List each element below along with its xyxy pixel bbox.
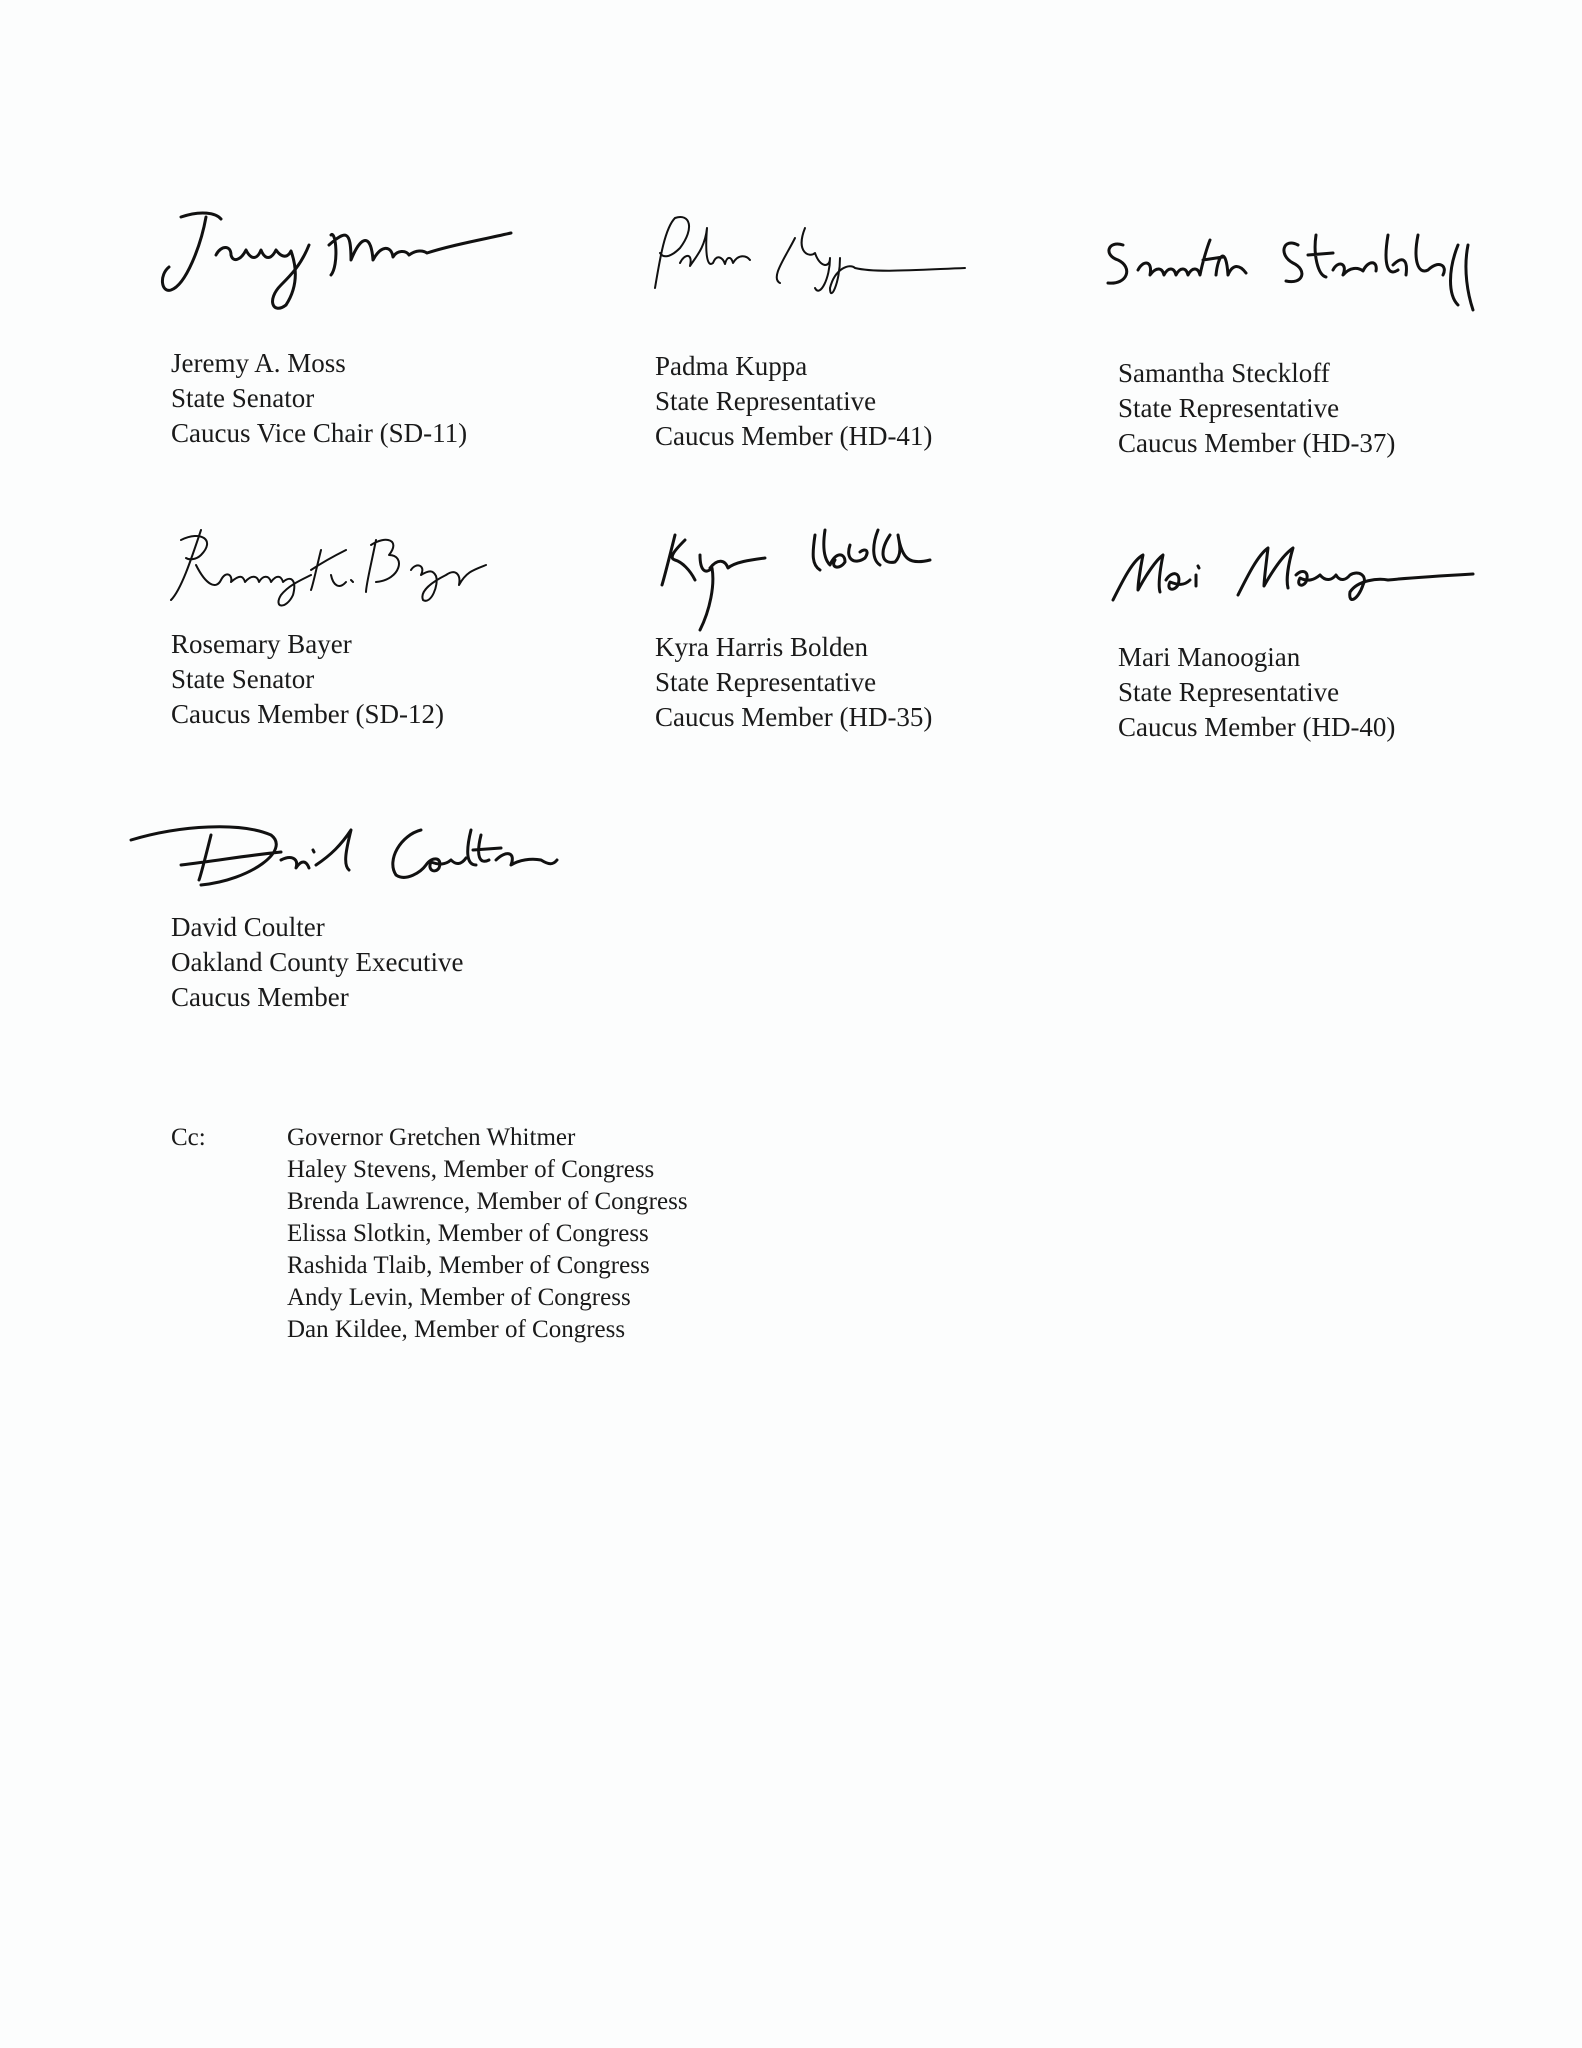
cc-label: Cc: xyxy=(171,1124,206,1151)
signatory-title: State Representative xyxy=(655,386,877,416)
handwritten-signature xyxy=(161,205,521,315)
cc-recipient: Governor Gretchen Whitmer xyxy=(287,1124,576,1151)
signatory-role: Caucus Member (HD-37) xyxy=(1118,428,1396,458)
signatory-name: Kyra Harris Bolden xyxy=(655,632,868,662)
signatory-role: Caucus Member (HD-35) xyxy=(655,702,933,732)
cc-recipient: Haley Stevens, Member of Congress xyxy=(287,1156,655,1183)
signatory-name: Jeremy A. Moss xyxy=(171,348,346,378)
handwritten-signature xyxy=(640,520,960,630)
signatory-name: Padma Kuppa xyxy=(655,351,808,381)
cc-recipient: Elissa Slotkin, Member of Congress xyxy=(287,1220,649,1247)
signatory-title: State Representative xyxy=(1118,393,1340,423)
cc-recipient: Andy Levin, Member of Congress xyxy=(287,1284,631,1311)
signatory-role: Caucus Member (HD-41) xyxy=(655,421,933,451)
signatory-title: Oakland County Executive xyxy=(171,947,464,977)
cc-recipient-list xyxy=(287,1122,688,1346)
signatory-title: State Senator xyxy=(171,383,315,413)
signatory-role: Caucus Member (SD-12) xyxy=(171,699,444,729)
signatory-title: State Senator xyxy=(171,664,315,694)
handwritten-signature xyxy=(161,520,501,620)
cc-recipient: Dan Kildee, Member of Congress xyxy=(287,1316,626,1343)
signatory-role: Caucus Member (HD-40) xyxy=(1118,712,1396,742)
signatory-name: Rosemary Bayer xyxy=(171,629,352,659)
handwritten-signature xyxy=(1088,215,1508,315)
signatory-title: State Representative xyxy=(1118,677,1340,707)
signatory-name: Mari Manoogian xyxy=(1118,642,1301,672)
cc-recipient: Brenda Lawrence, Member of Congress xyxy=(287,1188,688,1215)
handwritten-signature xyxy=(1078,530,1478,620)
handwritten-signature xyxy=(635,208,975,308)
signatory-role: Caucus Member xyxy=(171,982,349,1012)
handwritten-signature xyxy=(121,810,581,910)
signatory-role: Caucus Vice Chair (SD-11) xyxy=(171,418,468,448)
signatory-name: David Coulter xyxy=(171,912,325,942)
signatory-name: Samantha Steckloff xyxy=(1118,358,1330,388)
cc-recipient: Rashida Tlaib, Member of Congress xyxy=(287,1252,650,1279)
signatory-title: State Representative xyxy=(655,667,877,697)
